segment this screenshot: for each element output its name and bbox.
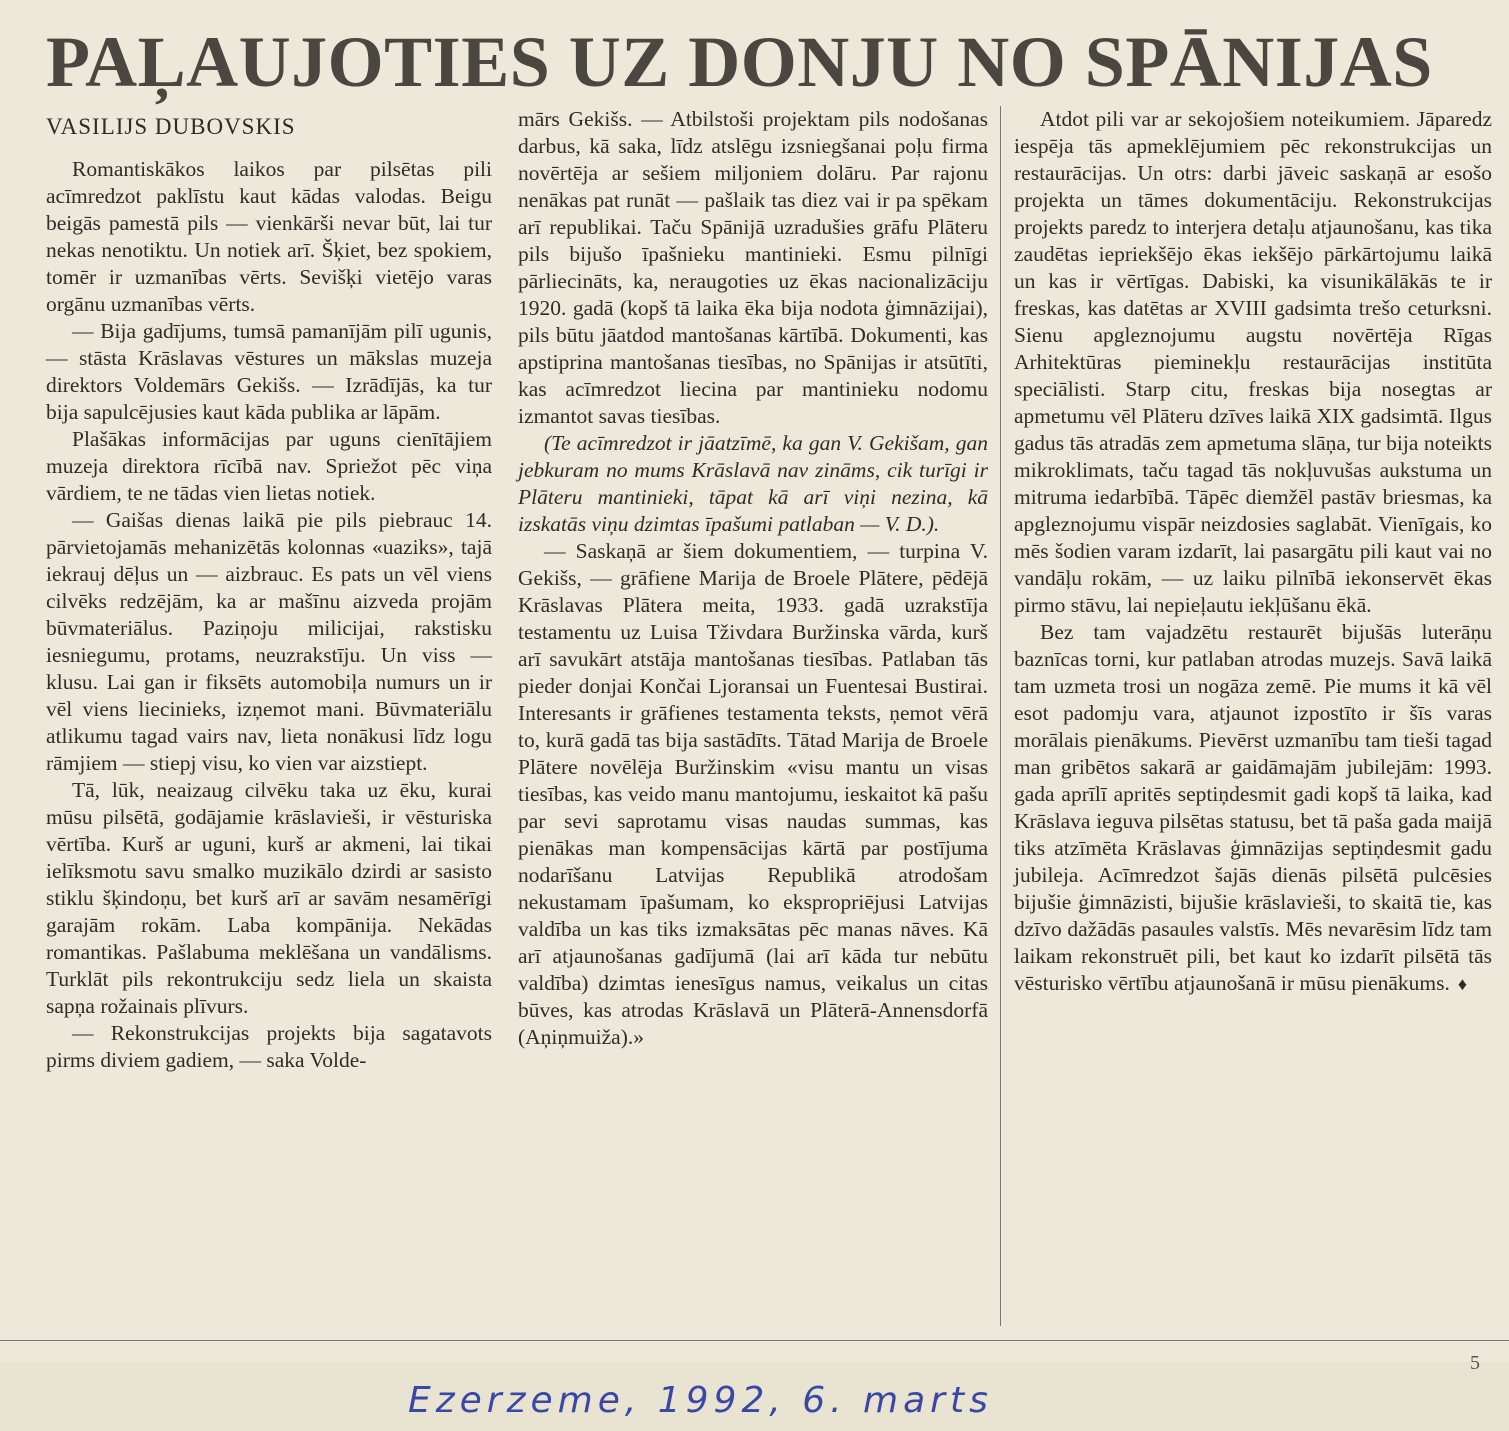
article-column-1 (46, 156, 492, 1074)
column-divider (1000, 106, 1001, 1326)
page-number: 5 (1470, 1352, 1480, 1374)
paragraph (1014, 619, 1492, 998)
paragraph: — Bija gadījums, tumsā pamanījām pilī ugunis, — stāsta Krāslavas vēstures un mākslas muzeja direktors Voldemārs Gekišs. — Izrādījās, ka tur bija sapulcējusies kaut kāda publika ar lāpām. (46, 319, 492, 424)
paragraph: Tā, lūk, neaizaug cilvēku taka uz ēku, kurai mūsu pilsētā, godājamie krāslavieši, ir vēsturiska vērtība. Kurš ar uguni, kurš ar akmeni, lai tikai ielīksmotu savu smalko muzikālo dzirdi ar sasisto stiklu šķindoņu, bet kurš arī ar savām nesamērīgi garajām rokām. Laba kompānija. Nekādas romantikas. Pašlabuma meklēšana un vandālisms. Turklāt pils rekontrukciju sedz liela un skaista sapņa rožainais plīvurs. (46, 778, 492, 1018)
handwritten-note: Ezerzeme, 1992, 6. marts (408, 1380, 993, 1421)
end-mark-icon: ♦ (1457, 974, 1468, 994)
italic-note: (Te acīmredzot ir jāatzīmē, ka gan V. Gekišam, gan jebkuram no mums Krāslavā nav zināms, cik turīgi ir Plāteru mantinieki, tāpat kā arī viņi nezina, kā izskatās viņu dzimtas īpašumi patlaban — V. D.). (518, 431, 988, 536)
paragraph: — Saskaņā ar šiem dokumentiem, — turpina V. Gekišs, — grāfiene Marija de Broele Plātere, pēdējā Krāslavas Plātera meita, 1933. gadā uzrakstīja testamentu uz Luisa Tživdara Buržinska vārda, kurš arī savukārt atstāja mantošanas tiesības. Patlaban tās pieder donjai Končai Ljoransai un Fuentesai Bustirai. Interesants ir grāfienes testamenta teksts, ņemot vērā to, kurā gadā tas bija sastādīts. Tātad Marija de Broele Plātere novēlēja Buržinskim «visu mantu un visas tiesības, kas veido manu mantojumu, ieskaitot kā pašu par sevi saprotamu visas naudas summas, kas pienākas man kompensācijas kārtā par postījuma nodarīšanu Latvijas Republikā atrodošam nekustamam īpašumam, ko ekspropriējusi Latvijas valdība un kas tiks izmaksātas pēc manas nāves. Kā arī atjaunošanas gadījumā (lai arī kāda tur nebūtu valdība) dzimtas ienesīgus namus, veikalus un citas būves, kas atrodas Krāslavā un Plāterā-Annensdorfā (Aņiņmuiža).» (518, 539, 988, 1049)
article-column-2 (518, 106, 988, 1051)
paragraph-text: Bez tam vajadzētu restaurēt bijušās luterāņu baznīcas torni, kur patlaban atrodas muzejs. Savā laikā tam uzmeta trosi un nogāza zemē. Pie mums it kā vēl esot padomju vara, atjaunot izpostīto ir šīs varas morālais pienākums. Pievērst uzmanību tam tieši tagad man gribētos sakarā ar gaidāmajām jubilejām: 1993. gada aprīlī apritēs septiņdesmit gadi kopš tā laika, kad Krāslava ieguva pilsētas statusu, bet tā paša gada maijā tiks atzīmēta Krāslavas ģimnāzijas septiņdesmit gadu jubileja. Acīmredzot šajās dienās pilsētā pulcēsies bijušie ģimnāzisti, bijušie krāslavieši, to skaitā tie, kas dzīvo dažādās pasaules valstīs. Mēs nevarēsim līdz tam laikam rekonstruēt pili, bet kaut ko izdarīt pilsētā tās vēsturisko vērtību atjaunošanā ir mūsu pienākums. (1014, 620, 1492, 995)
paragraph: Romantiskākos laikos par pilsētas pili acīmredzot paklīstu kaut kādas valodas. Beigu beigās pamestā pils — vienkārši nevar būt, lai tur nekas nenotiktu. Un notiek arī. Šķiet, bez spokiem, tomēr ir uzmanības vērts. Sevišķi vietējo varas orgānu uzmanības vērts. (46, 157, 492, 316)
bottom-rule (0, 1340, 1509, 1341)
paragraph: — Gaišas dienas laikā pie pils piebrauc 14. pārvietojamās mehanizētās kolonnas «uaziks», tajā iekrauj dēļus un — aizbrauc. Es pats un vēl viens cilvēks redzējām, ka ar mašīnu aizveda projām būvmateriālus. Paziņoju milicijai, rakstisku iesniegumu, protams, neuzrakstīju. Un viss — klusu. Lai gan ir fiksēts automobiļa numurs un ir vēl viens liecinieks, izņemot mani. Būvmateriālu atlikumu tagad vairs nav, lieta nonākusi līdz logu rāmjiem — stiepj visu, ko vien var aizstiept. (46, 508, 492, 775)
paragraph: Plašākas informācijas par uguns cienītājiem muzeja direktora rīcībā nav. Spriežot pēc viņa vārdiem, te ne tādas vien lietas notiek. (46, 427, 492, 505)
paragraph: — Rekonstrukcijas projekts bija sagatavots pirms diviem gadiem, — saka Volde- (46, 1021, 492, 1072)
paragraph: mārs Gekišs. — Atbilstoši projektam pils nodošanas darbus, kā saka, līdz atslēgu izsniegšanai poļu firma novērtēja ar sešiem miljoniem dolāru. Par rajonu nenākas pat runāt — pašlaik tas diez vai ir pa spēkam arī republikai. Taču Spānijā uzradušies grāfu Plāteru pils bijušo īpašnieku mantinieki. Esmu pilnīgi pārliecināts, ka, neraugoties uz ēkas nacionalizāciju 1920. gadā (kopš tā laika ēka bija nodota ģimnāzijai), pils būtu jāatdod mantošanas kārtībā. Dokumenti, kas apstiprina mantošanas tiesības, no Spānijas ir atsūtīti, kas acīmredzot liecina par mantinieku nodomu izmantot savas tiesības. (518, 107, 988, 428)
paragraph: Atdot pili var ar sekojošiem noteikumiem. Jāparedz iespēja tās apmeklējumiem pēc rekonstrukcijas un restaurācijas. Un otrs: darbi jāveic saskaņā ar esošo projekta un tāmes dokumentāciju. Rekonstrukcijas projekts paredz to interjera detaļu atjaunošanu, kas tika zaudētas iepriekšējo ēkas iekšējo pārkārtojumu laikā un kas ir vērtīgas. Dabiski, ka visunikālākās te ir freskas, kas datētas ar XVIII gadsimta trešo ceturksni. Sienu apgleznojumu augstu novērtēja Rīgas Arhitektūras pieminekļu restaurācijas institūta speciālisti. Starp citu, freskas bija nosegtas ar apmetumu vēl Plāteru dzīves laikā XIX gadsimtā. Ilgus gadus tās atradās zem apmetuma slāņa, tur bija noteikts mikroklimats, taču tagad tās nokļuvušas aukstuma un mitruma iedarbībā. Tāpēc diemžēl pastāv briesmas, ka apgleznojumu vispār neizdosies saglabāt. Vienīgais, ko mēs šodien varam izdarīt, lai pasargātu pili kaut vai no vandāļu rokām, — uz laiku pilnībā iekonservēt ēkas pirmo stāvu, lai nepieļautu iekļūšanu ēkā. (1014, 107, 1492, 617)
article-column-3 (1014, 106, 1492, 998)
byline: VASILIJS DUBOVSKIS (46, 114, 296, 139)
headline: PAĻAUJOTIES UZ DONJU NO SPĀNIJAS (46, 22, 1433, 102)
